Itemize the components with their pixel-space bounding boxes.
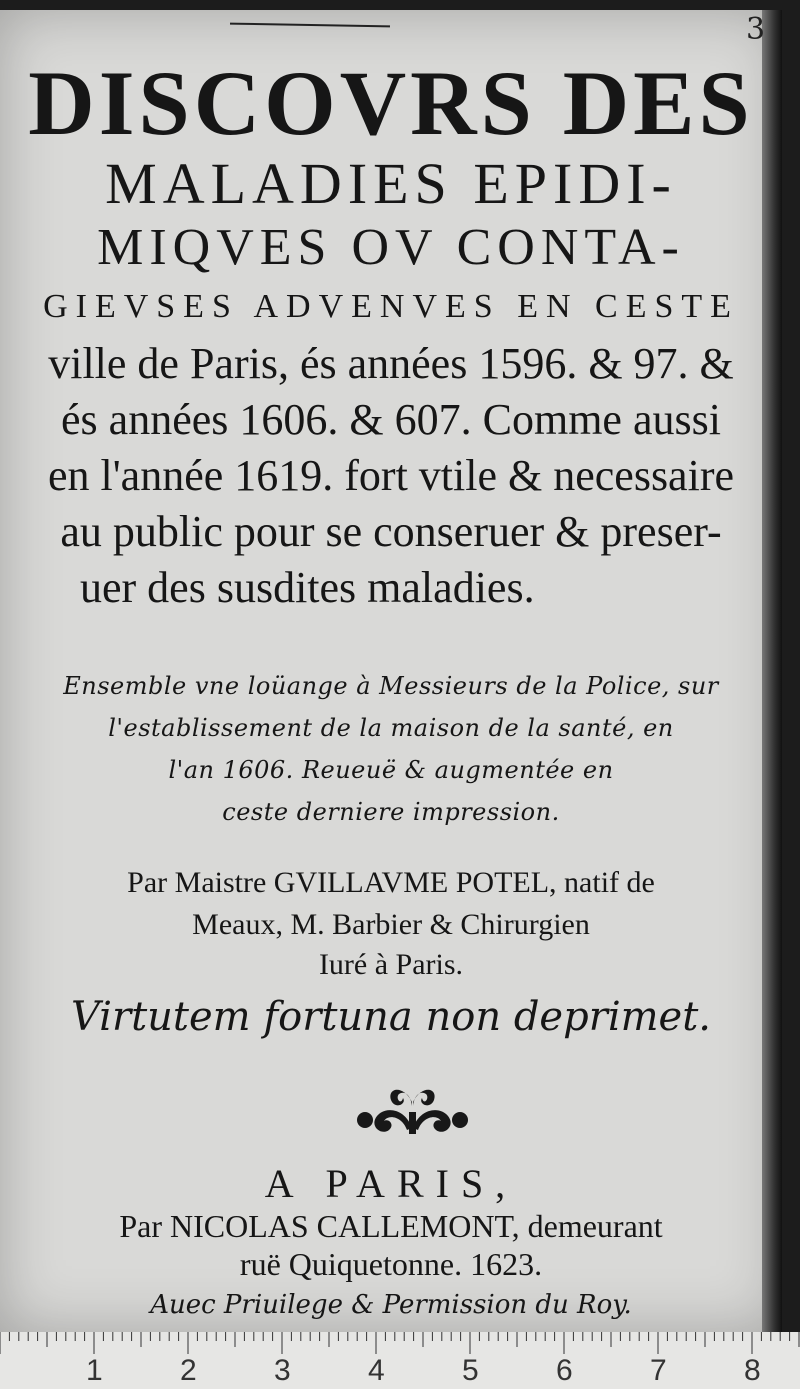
author-line-3: Iuré à Paris. bbox=[318, 948, 464, 981]
ruler-ticks bbox=[0, 1332, 800, 1389]
imprint-address-year: ruë Quiquetonne. 1623. bbox=[239, 1246, 543, 1282]
privilege-line: Auec Priuilege & Permission du Roy. bbox=[150, 1290, 632, 1320]
imprint-printer: Par NICOLAS CALLEMONT, demeurant bbox=[119, 1208, 663, 1244]
measurement-ruler bbox=[0, 1332, 800, 1389]
ruler-number-5: 5 bbox=[462, 1354, 479, 1387]
author-line-1: Par Maistre GVILLAVME POTEL, natif de bbox=[127, 866, 655, 899]
title-page bbox=[0, 10, 782, 1332]
title-line-3: MIQVES OV CONTA- bbox=[97, 219, 685, 276]
ink-stroke-mark bbox=[230, 23, 390, 28]
title-line-5: ville de Paris, és années 1596. & 97. & bbox=[48, 339, 734, 388]
subtitle-line-1: Ensemble vne loüange à Messieurs de la Police, sur bbox=[63, 672, 719, 700]
ruler-number-1: 1 bbox=[86, 1354, 103, 1387]
subtitle-line-4: ceste derniere impression. bbox=[222, 798, 560, 826]
author-line-2: Meaux, M. Barbier & Chirurgien bbox=[192, 908, 590, 941]
motto: Virtutem fortuna non deprimet. bbox=[71, 994, 711, 1040]
subtitle-line-2: l'establissement de la maison de la santé, en bbox=[108, 714, 674, 742]
ruler-number-7: 7 bbox=[650, 1354, 667, 1387]
title-line-7: en l'année 1619. fort vtile & necessaire bbox=[48, 451, 734, 500]
title-line-1: DISCOVRS DES bbox=[28, 52, 754, 154]
subtitle-line-3: l'an 1606. Reueuë & augmentée en bbox=[168, 756, 614, 784]
title-line-6: és années 1606. & 607. Comme aussi bbox=[61, 395, 721, 444]
fleuron-ornament-icon bbox=[355, 1078, 470, 1138]
title-line-4: GIEVSES ADVENVES EN CESTE bbox=[43, 288, 739, 325]
imprint-city: A PARIS, bbox=[264, 1161, 518, 1206]
ruler-number-8: 8 bbox=[744, 1354, 761, 1387]
page-number: 3 bbox=[746, 12, 766, 47]
title-line-2: MALADIES EPIDI- bbox=[105, 151, 677, 216]
title-line-8: au public pour se conseruer & preser- bbox=[60, 507, 722, 556]
ruler-number-2: 2 bbox=[180, 1354, 197, 1387]
ruler-number-4: 4 bbox=[368, 1354, 385, 1387]
ruler-number-6: 6 bbox=[556, 1354, 573, 1387]
ruler-number-3: 3 bbox=[274, 1354, 291, 1387]
title-line-9: uer des susdites maladies. bbox=[80, 563, 535, 612]
